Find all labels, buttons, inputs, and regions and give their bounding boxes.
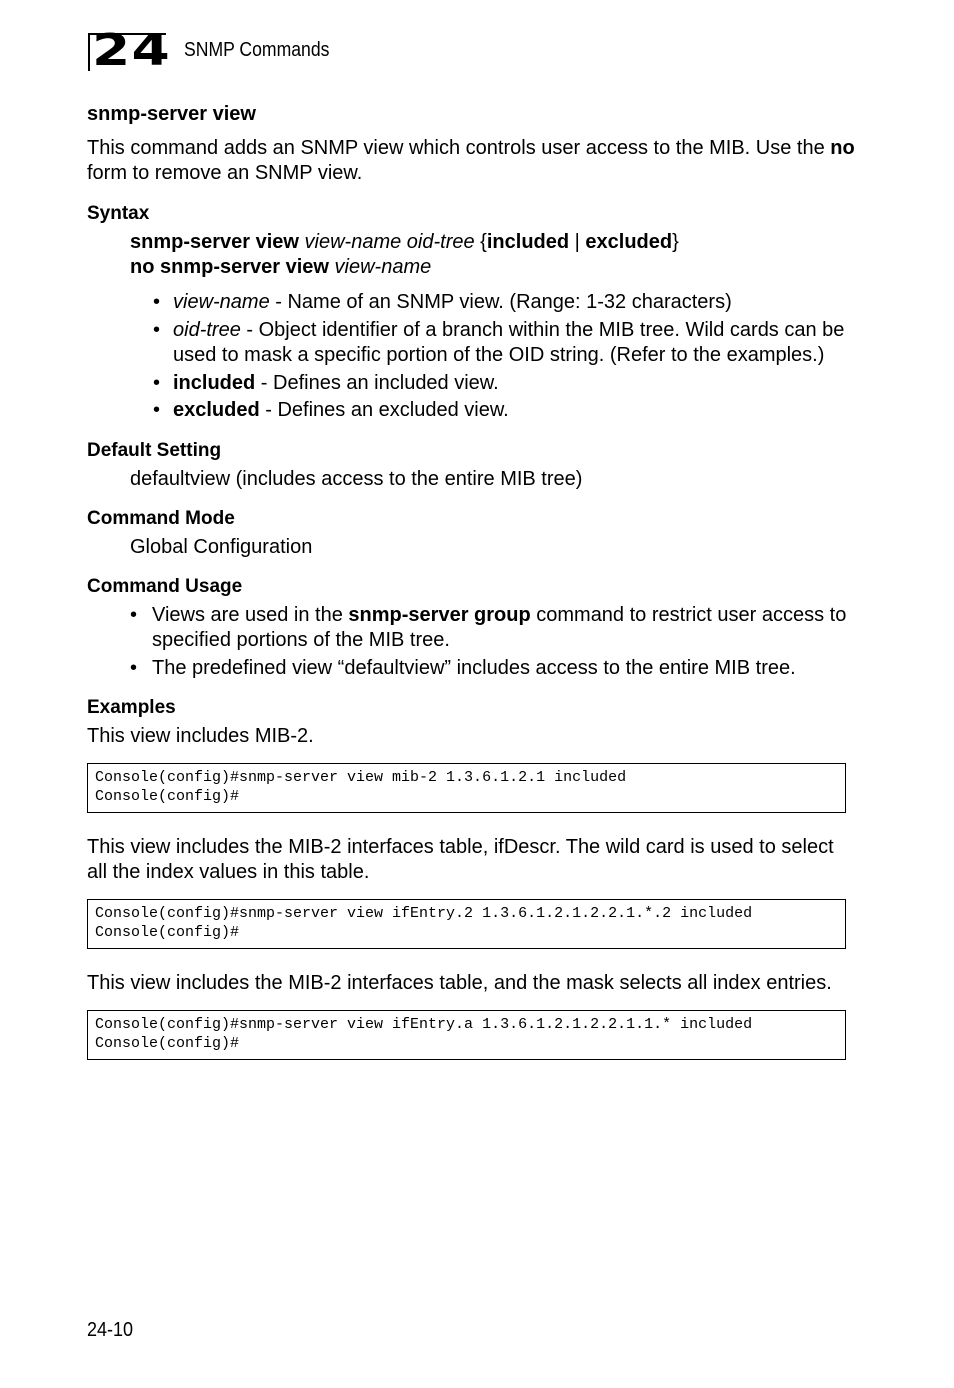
code-line: Console(config)#snmp-server view ifEntry.2 1.3.6.1.2.1.2.2.1.*.2 included xyxy=(95,904,753,922)
syntax-block xyxy=(130,230,857,280)
param-term: included xyxy=(173,371,256,394)
usage-list xyxy=(87,603,857,681)
param-desc: - Name of an SNMP view. (Range: 1-32 characters) xyxy=(269,291,732,313)
list-item xyxy=(152,603,857,653)
syntax-line-1 xyxy=(130,230,857,255)
list-item xyxy=(173,318,857,369)
list-item xyxy=(173,290,857,316)
param-desc: - Defines an excluded view. xyxy=(259,399,509,421)
code-example-1 xyxy=(87,763,846,813)
syntax-brace-open: { xyxy=(480,231,487,253)
syntax-included-keyword: included xyxy=(486,231,570,253)
command-usage-heading: Command Usage xyxy=(87,575,243,597)
usage-text-3: The predefined view “defaultview” includes access to the entire MIB tree. xyxy=(152,656,796,679)
code-line: Console(config)#snmp-server view mib-2 1.3.6.1.2.1 included xyxy=(95,768,627,786)
page-number: 24-10 xyxy=(87,1319,134,1341)
syntax-arguments: view-name oid-tree xyxy=(298,231,481,253)
usage-text-2: command to restrict user access to specified portions of the MIB tree. xyxy=(152,603,847,651)
list-item xyxy=(152,656,857,681)
syntax-brace-close: } xyxy=(672,231,679,253)
param-term: oid-tree xyxy=(173,318,241,341)
example-description-1: This view includes MIB-2. xyxy=(87,724,314,747)
description-text-1: This command adds an SNMP view which controls user access to the MIB. Use the xyxy=(87,137,831,159)
code-example-2 xyxy=(87,899,846,949)
code-line: Console(config)# xyxy=(95,924,240,941)
syntax-no-arguments: view-name xyxy=(328,256,432,278)
example-description-3: This view includes the MIB-2 interfaces table, and the mask selects all index entries. xyxy=(87,971,832,994)
command-title: snmp-server view xyxy=(87,103,256,125)
param-term: view-name xyxy=(173,291,270,313)
description-text-2: form to remove an SNMP view. xyxy=(87,162,363,184)
default-setting-text: defaultview (includes access to the entire MIB tree) xyxy=(130,467,583,490)
default-setting-heading: Default Setting xyxy=(87,439,222,461)
usage-command-ref: snmp-server group xyxy=(348,603,531,626)
code-example-3 xyxy=(87,1010,846,1060)
usage-text-1: Views are used in the xyxy=(152,603,349,626)
example-description-2: This view includes the MIB-2 interfaces table, ifDescr. The wild card is used to select all the index values in this table. xyxy=(87,835,834,883)
parameter-list xyxy=(87,290,857,424)
syntax-line-2 xyxy=(130,255,857,280)
param-desc: - Object identifier of a branch within the MIB tree. Wild cards can be used to mask a specific portion of the OID string. (Refer to the examples.) xyxy=(173,318,845,366)
command-mode-heading: Command Mode xyxy=(87,507,235,529)
syntax-heading: Syntax xyxy=(87,203,150,224)
syntax-excluded-keyword: excluded xyxy=(585,231,673,253)
syntax-command: snmp-server view xyxy=(130,231,299,253)
param-term: excluded xyxy=(173,399,260,421)
chapter-number: 24 xyxy=(92,25,172,76)
page-content xyxy=(87,100,857,1082)
description-no-keyword: no xyxy=(830,137,855,159)
syntax-no-command: no snmp-server view xyxy=(130,256,329,278)
list-item xyxy=(173,398,857,424)
command-mode-text: Global Configuration xyxy=(130,535,313,558)
list-item xyxy=(173,371,857,397)
code-line: Console(config)# xyxy=(95,1035,240,1052)
examples-heading: Examples xyxy=(87,696,176,718)
param-desc: - Defines an included view. xyxy=(255,371,499,394)
code-line: Console(config)# xyxy=(95,788,240,805)
running-header-title: SNMP Commands xyxy=(184,39,330,61)
syntax-pipe: | xyxy=(569,231,586,253)
command-description xyxy=(87,136,857,186)
code-line: Console(config)#snmp-server view ifEntry.a 1.3.6.1.2.1.2.2.1.1.* included xyxy=(95,1015,753,1033)
